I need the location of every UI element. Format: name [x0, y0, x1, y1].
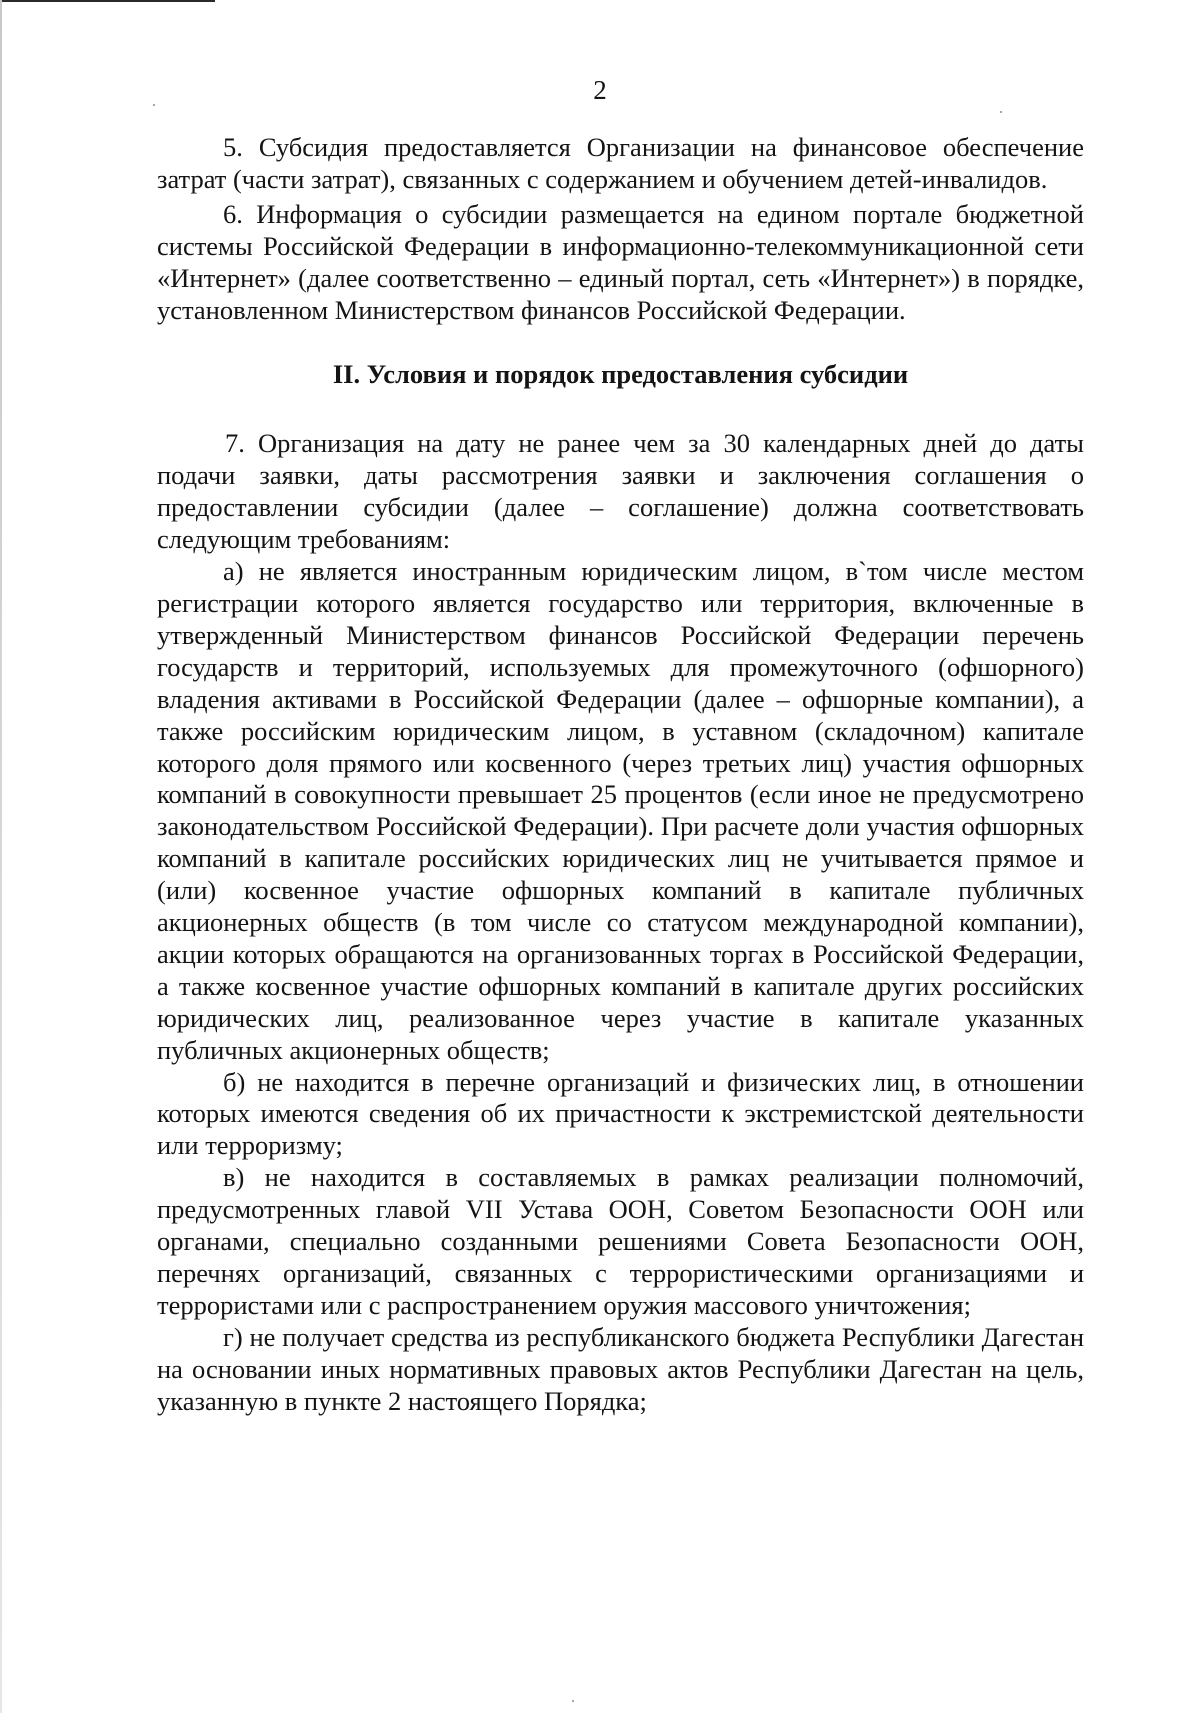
subparagraph-g: г) не получает средства из республиканского бюджета Республики Дагестан на основании иных нормативных правовых актов Республики Дагестан на цель, указанную в пункте 2 настоящего Порядка;	[157, 1321, 1084, 1416]
scan-speck	[572, 1700, 574, 1702]
paragraph-6: 6. Информация о субсидии размещается на едином портале бюджетной системы Российской Федерации в информационно-телекоммуникационной сети «Интернет» (далее соответственно – единый портал, сеть «Интернет») в порядке, установленном Министерством финансов Российской Федерации.	[157, 198, 1084, 325]
paragraph-5: 5. Субсидия предоставляется Организации на финансовое обеспечение затрат (части затрат), связанных с содержанием и обучением детей-инвалидов.	[157, 132, 1084, 194]
scan-speck	[1000, 111, 1002, 113]
subparagraph-a: а) не является иностранным юридическим лицом, в`том числе местом регистрации которого является государство или территория, включенные в утвержденный Министерством финансов Российской Федерации перечень государств и территорий, используемых для промежуточного (офшорного) владения активами в Российской Федерации (далее – офшорные компании), а также российским юридическим лицом, в уставном (складочном) капитале которого доля прямого или косвенного (через третьих лиц) участия офшорных компаний в совокупности превышает 25 процентов (если иное не предусмотрено законодательством Российской Федерации). При расчете доли участия офшорных компаний в капитале российских юридических лиц не учитывается прямое и (или) косвенное участие офшорных компаний в капитале публичных акционерных обществ (в том числе со статусом международной компании), акции которых обращаются на организованных торгах в Российской Федерации, а также косвенное участие офшорных компаний в капитале других российских юридических лиц, реализованное через участие в капитале указанных публичных акционерных обществ;	[157, 556, 1084, 1065]
page-number: 2	[593, 75, 607, 105]
section-heading: II. Условия и порядок предоставления субсидии	[332, 359, 909, 390]
subparagraph-b: б) не находится в перечне организаций и физических лиц, в отношении которых имеются сведения об их причастности к экстремистской деятельности или терроризму;	[157, 1066, 1084, 1161]
scan-edge-left	[0, 0, 2, 1713]
paragraph-7: 7. Организация на дату не ранее чем за 30 календарных дней до даты подачи заявки, даты рассмотрения заявки и заключения соглашения о предоставлении субсидии (далее – соглашение) должна соответствовать следующим требованиям:	[157, 428, 1084, 555]
document-body	[157, 132, 1084, 1418]
scan-edge-top	[0, 0, 215, 2]
subparagraph-v: в) не находится в составляемых в рамках реализации полномочий, предусмотренных главой VII Устава ООН, Советом Безопасности ООН или органами, специально созданными решениями Совета Безопасности ООН, перечнях организаций, связанных с террористическими организациями и террористами или с распространением оружия массового уничтожения;	[157, 1162, 1084, 1320]
